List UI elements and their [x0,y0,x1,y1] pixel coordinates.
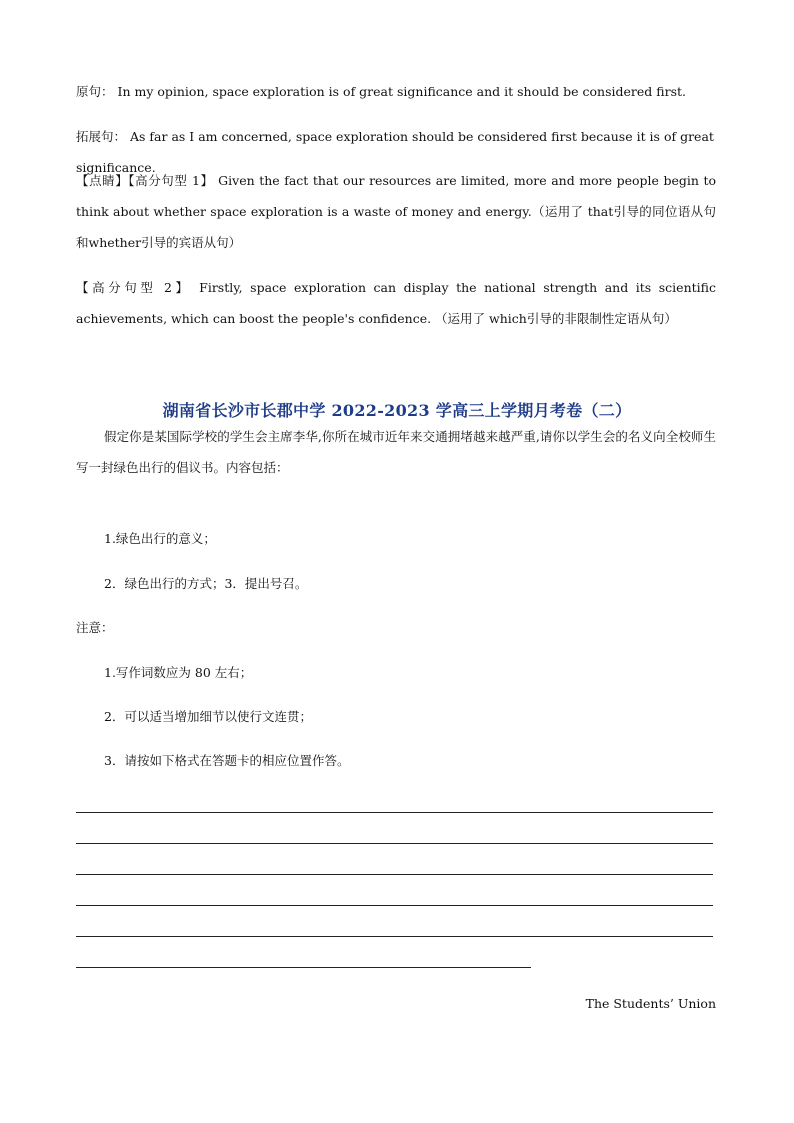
notes-label: 注意： [76,620,114,635]
note-2: 2．可以适当增加细节以使行文连贯； [104,709,312,724]
answer-line [76,843,713,844]
note-1: 1.写作词数应为 80 左右； [104,665,253,680]
answer-line [76,967,531,968]
exam-title: 湖南省长沙市长郡中学 2022-2023 学高三上学期月考卷（二） [162,401,632,420]
pattern-1 [76,165,716,258]
answer-line [76,936,713,937]
expanded-label: 拓展句： [76,129,127,144]
answer-line [76,812,713,813]
pattern-1-text: Given the fact that our resources are limited, more and more people begin to think about whether space exploration is a waste of money and energy.（运用了 that引导的同位语从句和whether引导的宾语从句） [76,173,717,250]
note-3: 3．请按如下格式在答题卡的相应位置作答。 [104,753,350,768]
pattern-2-text: Firstly, space exploration can display the national strength and its scientific achievements, which can boost the people's confidence. （运用了 which引导的非限制性定语从句） [76,280,716,326]
pattern-2 [76,272,716,334]
answer-line [76,874,713,875]
original-sentence [76,76,716,107]
writing-prompt: 假定你是某国际学校的学生会主席李华,你所在城市近年来交通拥堵越来越严重,请你以学生会的名义向全校师生写一封绿色出行的倡议书。内容包括： [76,429,716,475]
pattern-1-label: 【点睛】【高分句型 1】 [76,173,214,188]
content-item-1: 1.绿色出行的意义； [104,531,216,546]
original-label: 原句： [76,84,114,99]
answer-line [76,905,713,906]
expanded-text: As far as I am concerned, space exploration should be considered first because it is of great significance. [76,129,714,175]
original-text: In my opinion, space exploration is of great significance and it should be considered first. [117,84,686,99]
signature: The Students’ Union [585,996,716,1011]
content-item-2: 2．绿色出行的方式；3．提出号召。 [104,576,308,591]
pattern-2-label: 【高分句型 2】 [76,280,192,295]
